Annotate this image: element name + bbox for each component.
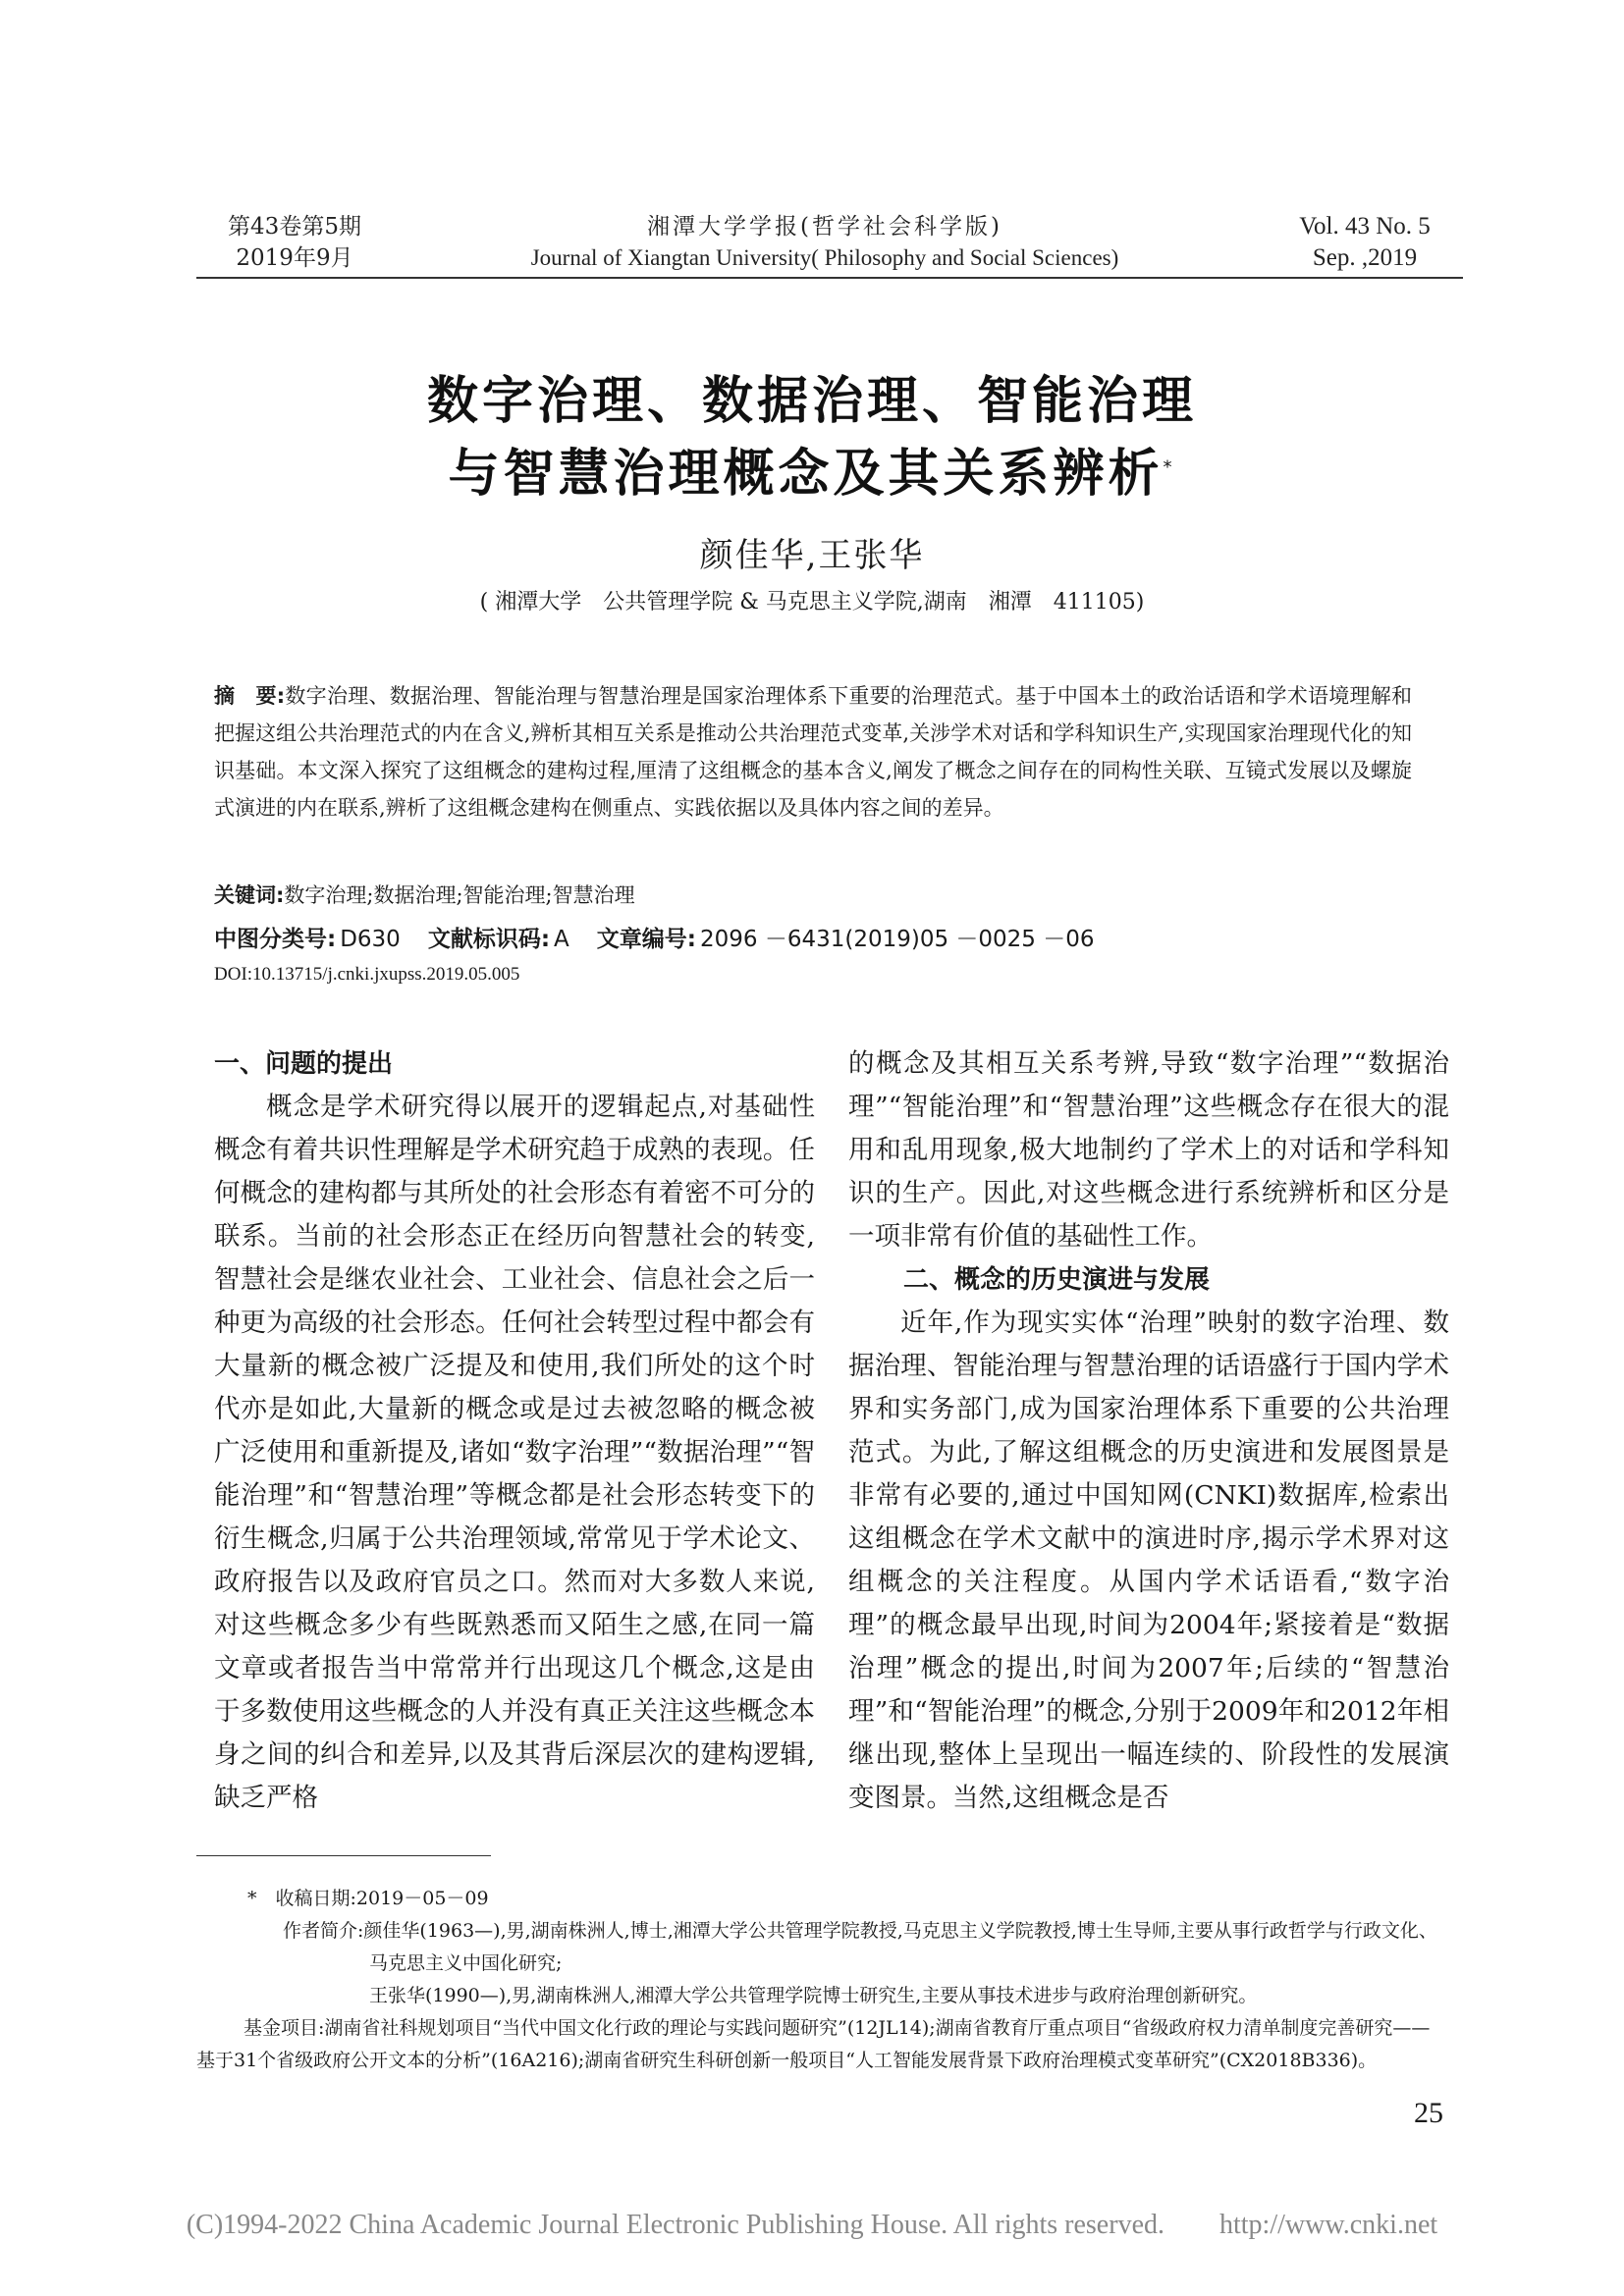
footnotes [196, 1883, 1443, 2077]
copyright-notice: (C)1994-2022 China Academic Journal Electronic Publishing House. All rights reserved. http://www.cnki.net [186, 2210, 1438, 2240]
keywords-text: 数字治理;数据治理;智能治理;智慧治理 [284, 883, 635, 907]
journal-name [491, 211, 1159, 274]
body-right-column [848, 1042, 1449, 1820]
volume-issue-en: Vol. 43 No. 5 [1299, 213, 1431, 240]
footnote-received: * 收稿日期:2019－05－09 [247, 1888, 489, 1909]
article-title-line2 [0, 432, 1624, 506]
abstract-text: 数字治理、数据治理、智能治理与智慧治理是国家治理体系下重要的治理范式。基于中国本土的政治话语和学术语境理解和把握这组公共治理范式的内在含义,辨析其相互关系是推动公共治理范式变革,关涉学术对话和学科知识生产,实现国家治理现代化的知识基础。本文深入探究了这组概念的建构过程,厘清了这组概念的基本含义,阐发了概念之间存在的同构性关联、互镜式发展以及螺旋式演进的内在联系,辨析了这组概念建构在侧重点、实践依据以及具体内容之间的差异。 [214, 684, 1412, 820]
doc-code-value: A [554, 927, 569, 952]
keywords [214, 880, 1412, 909]
doc-code-label: 文献标识码: [427, 927, 551, 952]
paragraph: 概念是学术研究得以展开的逻辑起点,对基础性概念有着共识性理解是学术研究趋于成熟的表现。任何概念的建构都与其所处的社会形态有着密不可分的联系。当前的社会形态正在经历向智慧社会的转变,智慧社会是继农业社会、工业社会、信息社会之后一种更为高级的社会形态。任何社会转型过程中都会有大量新的概念被广泛提及和使用,我们所处的这个时代亦是如此,大量新的概念或是过去被忽略的概念被广泛使用和重新提及,诸如“数字治理”“数据治理”“智能治理”和“智慧治理”等概念都是社会形态转变下的衍生概念,归属于公共治理领域,常常见于学术论文、政府报告以及政府官员之口。然而对大多数人来说,对这些概念多少有些既熟悉而又陌生之感,在同一篇文章或者报告当中常常并行出现这几个概念,这是由于多数使用这些概念的人并没有真正关注这些概念本身之间的纠合和差异,以及其背后深层次的建构逻辑,缺乏严格 [214, 1092, 815, 1813]
section-heading-1: 一、问题的提出 [214, 1049, 394, 1079]
article-number-value: 2096 －6431(2019)05 －0025 －06 [699, 927, 1095, 952]
abstract [214, 677, 1412, 827]
authors: 颜佳华,王张华 [699, 536, 925, 575]
title-footnote-marker: * [1163, 456, 1176, 478]
header-rule [196, 277, 1463, 279]
footnote-author2: 王张华(1990—),男,湖南株洲人,湘潭大学公共管理学院博士研究生,主要从事技术进步与政府治理创新研究。 [369, 1985, 1258, 2006]
footnote-fund: 基金项目:湖南省社科规划项目“当代中国文化行政的理论与实践问题研究”(12JL14);湖南省教育厅重点项目“省级政府权力清单制度完善研究——基于31个省级政府公开文本的分析”(16A216);湖南省研究生科研创新一般项目“人工智能发展背景下政府治理模式变革研究”(CX2018B336)。 [196, 2017, 1431, 2071]
paragraph-continued: 的概念及其相互关系考辨,导致“数字治理”“数据治理”“智能治理”和“智慧治理”这些概念存在很大的混用和乱用现象,极大地制约了学术上的对话和学科知识的生产。因此,对这些概念进行系统辨析和区分是一项非常有价值的基础性工作。 [848, 1048, 1449, 1252]
footnote-author1: 作者简介:颜佳华(1963—),男,湖南株洲人,博士,湘潭大学公共管理学院教授,马克思主义学院教授,博士生导师,主要从事行政哲学与行政文化、马克思主义中国化研究; [283, 1920, 1437, 1974]
page-number: 25 [1414, 2097, 1443, 2129]
paragraph: 近年,作为现实实体“治理”映射的数字治理、数据治理、智能治理与智慧治理的话语盛行于国内学术界和实务部门,成为国家治理体系下重要的公共治理范式。为此,了解这组概念的历史演进和发展图景是非常有必要的,通过中国知网(CNKI)数据库,检索出这组概念在学术文献中的演进时序,揭示学术界对这组概念的关注程度。从国内学术话语看,“数字治理”的概念最早出现,时间为2004年;紧接着是“数据治理”概念的提出,时间为2007年;后续的“智慧治理”和“智能治理”的概念,分别于2009年和2012年相继出现,整体上呈现出一幅连续的、阶段性的发展演变图景。当然,这组概念是否 [848, 1308, 1449, 1813]
footnote-rule [196, 1855, 491, 1856]
clc-label: 中图分类号: [214, 927, 337, 952]
abstract-label: 摘 要: [214, 684, 286, 708]
article-title-line1: 数字治理、数据治理、智能治理 [426, 372, 1197, 431]
volume-issue-cn: 第43卷第5期 [228, 214, 361, 240]
article-number-label: 文章编号: [596, 927, 696, 952]
journal-name-cn: 湘潭大学学报(哲学社会科学版) [647, 214, 1002, 240]
keywords-label: 关键词: [214, 883, 285, 907]
section-heading-2: 二、概念的历史演进与发展 [903, 1265, 1211, 1295]
title-line2-text: 与智慧治理概念及其关系辨析 [448, 445, 1164, 504]
publication-date-en: Sep. ,2019 [1312, 244, 1418, 271]
journal-name-en: Journal of Xiangtan University( Philosophy and Social Sciences) [530, 245, 1119, 270]
journal-volume-issue [196, 211, 393, 274]
doi[interactable]: DOI:10.13715/j.cnki.jxupss.2019.05.005 [214, 964, 520, 985]
publication-date-cn: 2019年9月 [236, 245, 353, 271]
affiliation: ( 湘潭大学 公共管理学院 & 马克思主义学院,湖南 湘潭 411105) [479, 590, 1145, 614]
classification-line [214, 921, 1412, 953]
clc-value: D630 [340, 927, 401, 952]
body-left-column [214, 1042, 815, 1820]
journal-volume-en [1267, 211, 1463, 274]
